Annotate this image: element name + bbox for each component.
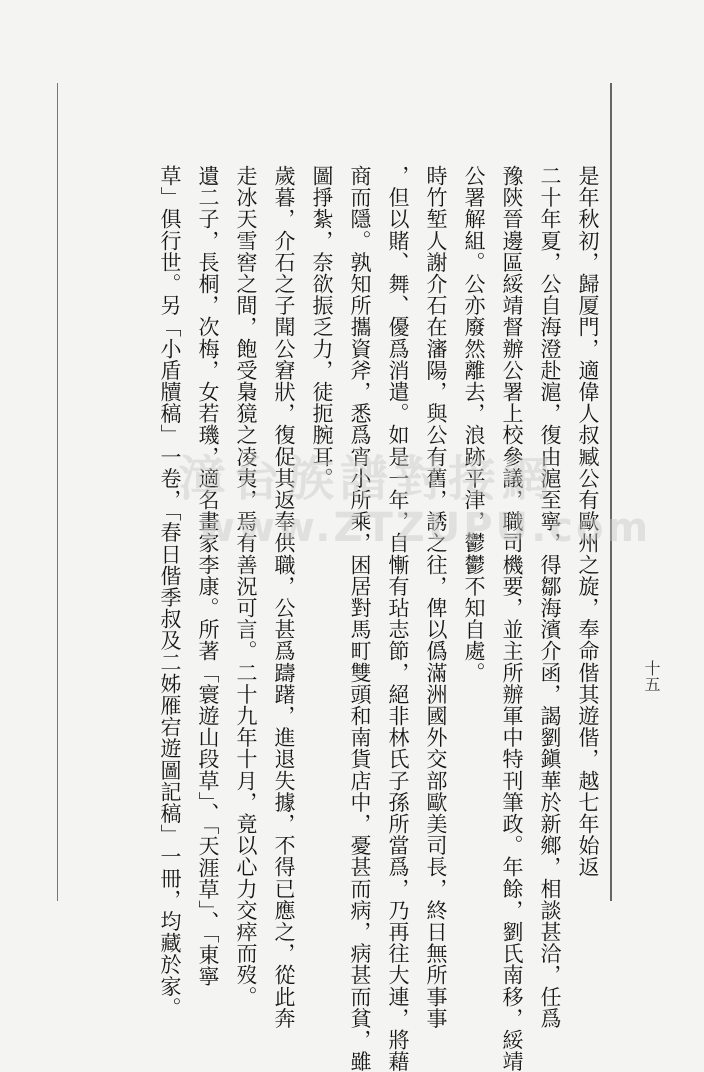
text-column: 遺二子，長桐，次梅，女若璣，適名畫家李康。所著「寰遊山段草」、「天涯草」、「東寧 <box>196 165 220 987</box>
text-column: 公署解組。公亦廢然離去，浪跡平津，鬱鬱不知自處。 <box>462 165 486 684</box>
text-column: 商而隱。孰知所攜資斧，悉爲宵小所乘，困居對馬町雙頭和南貨店中，憂甚而病，病甚而貧，雖 <box>348 165 372 1072</box>
text-column: 草」俱行世。另「小盾牘稿」一卷，「春日偕季叔及二姊雁宕遊圖記稿」一冊，均藏於家。 <box>158 165 182 1019</box>
text-column: 圖掙紮，奈欲振乏力，徒扼腕耳。 <box>310 165 334 489</box>
page-number: 十五 <box>642 660 661 692</box>
text-column: 歲暮，介石之子聞公窘狀，復促其返奉供職，公甚爲躊躇，進退失據，不得已應之，從此奔 <box>272 165 296 1029</box>
text-column: 豫陝晉邊區綏靖督辦公署上校參議，職司機要，並主所辦軍中特刊筆政。年餘，劉氏南移，綏靖 <box>500 165 524 1072</box>
text-column: ，但以賭、舞、優爲消遣。如是一年，自慚有玷志節，絕非林氏子孫所當爲，乃再往大連，將藉 <box>386 165 410 1072</box>
text-column: 走冰天雪窖之間，飽受梟獍之凌夷，焉有善況可言。二十九年十月，竟以心力交瘁而歿。 <box>234 165 258 1008</box>
text-column: 時竹堑人謝介石在瀋陽，與公有舊，誘之往，俾以僞滿洲國外交部歐美司長，終日無所事事 <box>424 165 448 1029</box>
text-column: 二十年夏，公自海澄赴滬，復由滬至寧，得鄒海濱介函，謁劉鎭華於新鄉，相談甚洽，任爲 <box>538 165 562 1029</box>
watermark-chinese: 漳台族譜對接網 <box>178 451 557 507</box>
text-column: 是年秋初，歸厦門，適偉人叔臧公有歐州之旋，奉命偕其遊偕，越七年始返 <box>576 165 600 878</box>
watermark-url: www.ZTZUPU.com <box>198 505 652 551</box>
